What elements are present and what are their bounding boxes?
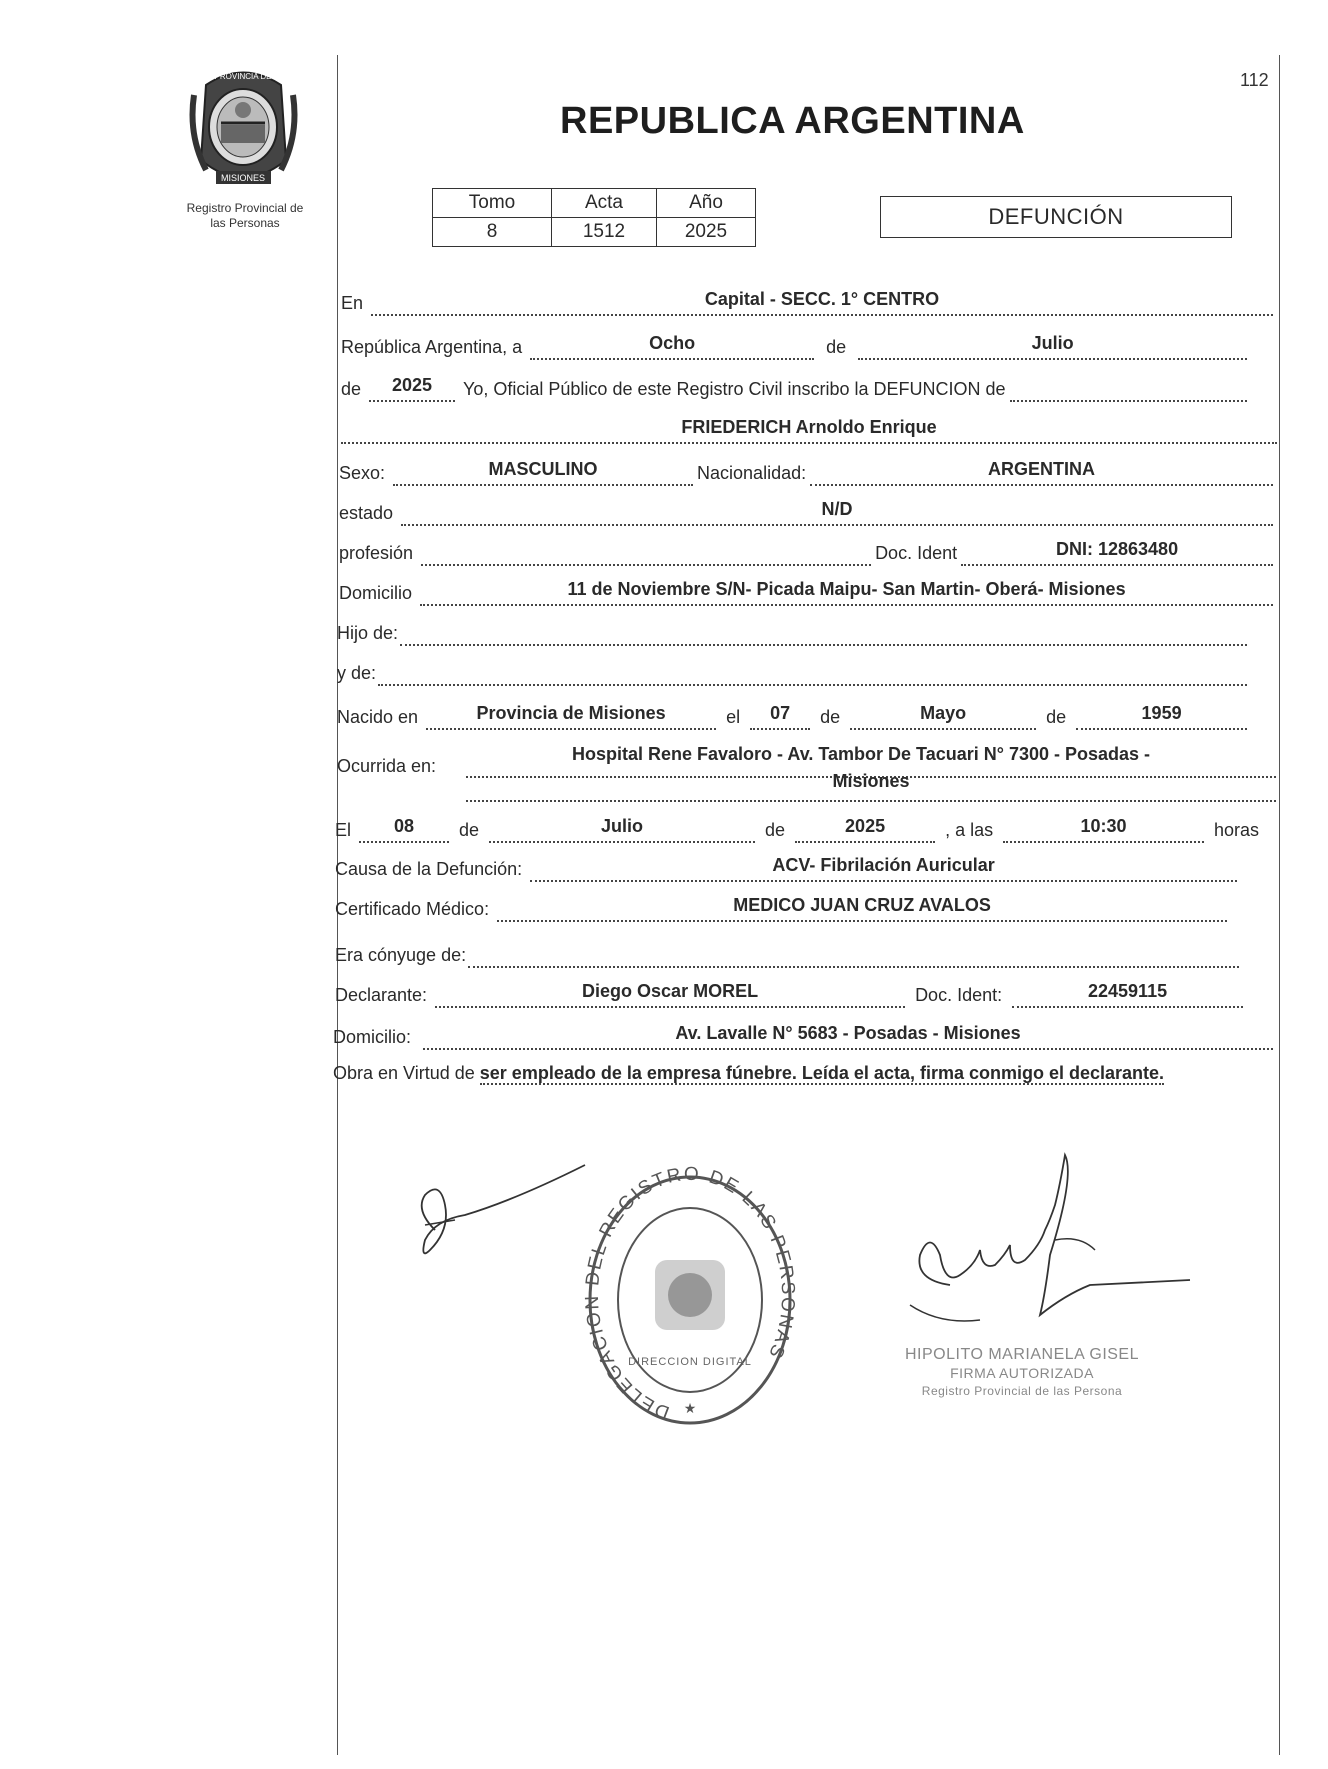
sexo-field: MASCULINO (393, 462, 693, 486)
official-stamp (580, 1165, 800, 1435)
nacido-lugar-field: Provincia de Misiones (426, 706, 716, 730)
acta-header: Acta (552, 189, 657, 218)
line-domicilio-declarante: Domicilio: Av. Lavalle N° 5683 - Posadas - Misiones (333, 1024, 1277, 1050)
tomo-header: Tomo (433, 189, 552, 218)
def-hora-field: 10:30 (1003, 819, 1204, 843)
def-mes-field: Julio (489, 819, 755, 843)
declarante-doc-field: 22459115 (1012, 984, 1243, 1008)
line-domicilio: Domicilio 11 de Noviembre S/N- Picada Maipu- San Martin- Oberá- Misiones (339, 580, 1277, 606)
ocurrida-line2: Misiones (832, 771, 910, 791)
declarante-domicilio-field: Av. Lavalle N° 5683 - Posadas - Misiones (423, 1026, 1273, 1050)
nacido-dia-field: 07 (750, 706, 810, 730)
anio-value: 2025 (657, 218, 756, 247)
line-nombre (341, 418, 1277, 444)
line-y-de: y de: (337, 660, 1251, 686)
ocurrida-underline-2 (466, 800, 1276, 802)
profesion-field (421, 542, 871, 566)
anio-field: 2025 (369, 378, 455, 402)
nacionalidad-field: ARGENTINA (810, 462, 1273, 486)
conyuge-field (468, 944, 1239, 968)
domicilio-field: 11 de Noviembre S/N- Picada Maipu- San Martin- Oberá- Misiones (420, 582, 1273, 606)
line-certificado: Certificado Médico: MEDICO JUAN CRUZ AVALOS (335, 896, 1231, 922)
signature-block (902, 1346, 1142, 1400)
page-title: REPUBLICA ARGENTINA (560, 100, 1025, 142)
nacido-mes-field: Mayo (850, 706, 1036, 730)
estado-field: N/D (401, 502, 1273, 526)
svg-text:MISIONES: MISIONES (220, 173, 266, 183)
line-nacido: Nacido en Provincia de Misiones el 07 de Mayo de 1959 (337, 704, 1251, 730)
page-number: 112 (1240, 70, 1269, 90)
causa-field: ACV- Fibrilación Auricular (530, 858, 1237, 882)
line-declarante: Declarante: Diego Oscar MOREL Doc. Ident: 22459115 (335, 982, 1247, 1008)
line-estado: estado N/D (339, 500, 1277, 526)
signer-title: FIRMA AUTORIZADA (950, 1365, 1094, 1381)
line-fecha-defuncion: El 08 de Julio de 2025 , a las 10:30 horas (335, 817, 1259, 843)
anio-header: Año (657, 189, 756, 218)
official-signature (880, 1145, 1200, 1345)
line-conyuge: Era cónyuge de: (335, 942, 1243, 968)
declarante-field: Diego Oscar MOREL (435, 984, 905, 1008)
def-dia-field: 08 (359, 819, 449, 843)
obra-text: ser empleado de la empresa fúnebre. Leída el acta, firma conmigo el declarante. (479, 1063, 1165, 1083)
line-lugar: En Capital - SECC. 1° CENTRO (341, 290, 1277, 316)
ocurrida-label: Ocurrida en: (337, 756, 437, 776)
svg-text:DELEGACION DEL REGISTRO DE LAS: DELEGACION DEL REGISTRO DE LAS PERSONAS (581, 1165, 799, 1423)
nacido-anio-field: 1959 (1076, 706, 1247, 730)
lugar-field: Capital - SECC. 1° CENTRO (371, 292, 1273, 316)
right-margin-line (1279, 55, 1280, 1755)
signer-office: Registro Provincial de las Persona (921, 1384, 1123, 1398)
declarante-signature (395, 1160, 595, 1270)
line-sexo: Sexo: MASCULINO Nacionalidad: ARGENTINA (339, 460, 1277, 486)
line-causa: Causa de la Defunción: ACV- Fibrilación Auricular (335, 856, 1241, 882)
mes-field: Julio (858, 336, 1247, 360)
misiones-emblem-icon (186, 65, 301, 190)
dia-field: Ocho (530, 336, 814, 360)
inscripcion-tail-field (1010, 378, 1247, 402)
obra-en-virtud: Obra en Virtud de ser empleado de la empresa fúnebre. Leída el acta, firma conmigo el declarante. (333, 1063, 1165, 1083)
acta-table (432, 188, 756, 247)
def-anio-field: 2025 (795, 819, 935, 843)
registry-label: Registro Provincial de las Personas (186, 201, 304, 230)
doc-field: DNI: 12863480 (961, 542, 1273, 566)
line-inscripcion: de 2025 Yo, Oficial Público de este Registro Civil inscribo la DEFUNCION de (341, 376, 1251, 402)
certificado-field: MEDICO JUAN CRUZ AVALOS (497, 898, 1227, 922)
acta-value: 1512 (552, 218, 657, 247)
svg-text:DIRECCION DIGITAL: DIRECCION DIGITAL (628, 1356, 752, 1368)
line-fecha: República Argentina, a Ocho de Julio (341, 334, 1251, 360)
nombre-field: FRIEDERICH Arnoldo Enrique (341, 420, 1277, 444)
line-profesion: profesión Doc. Ident DNI: 12863480 (339, 540, 1277, 566)
signer-name: HIPOLITO MARIANELA GISEL (905, 1346, 1139, 1363)
svg-text:PROVINCIA DE: PROVINCIA DE (214, 72, 272, 81)
document-type-box: DEFUNCIÓN (880, 196, 1232, 238)
hijo-de-field (400, 622, 1247, 646)
ocurrida-line1: Hospital Rene Favaloro - Av. Tambor De Tacuari N° 7300 - Posadas - (571, 744, 1151, 764)
svg-text:★: ★ (683, 1400, 697, 1416)
tomo-value: 8 (433, 218, 552, 247)
line-hijo-de: Hijo de: (337, 620, 1251, 646)
y-de-field (378, 662, 1247, 686)
